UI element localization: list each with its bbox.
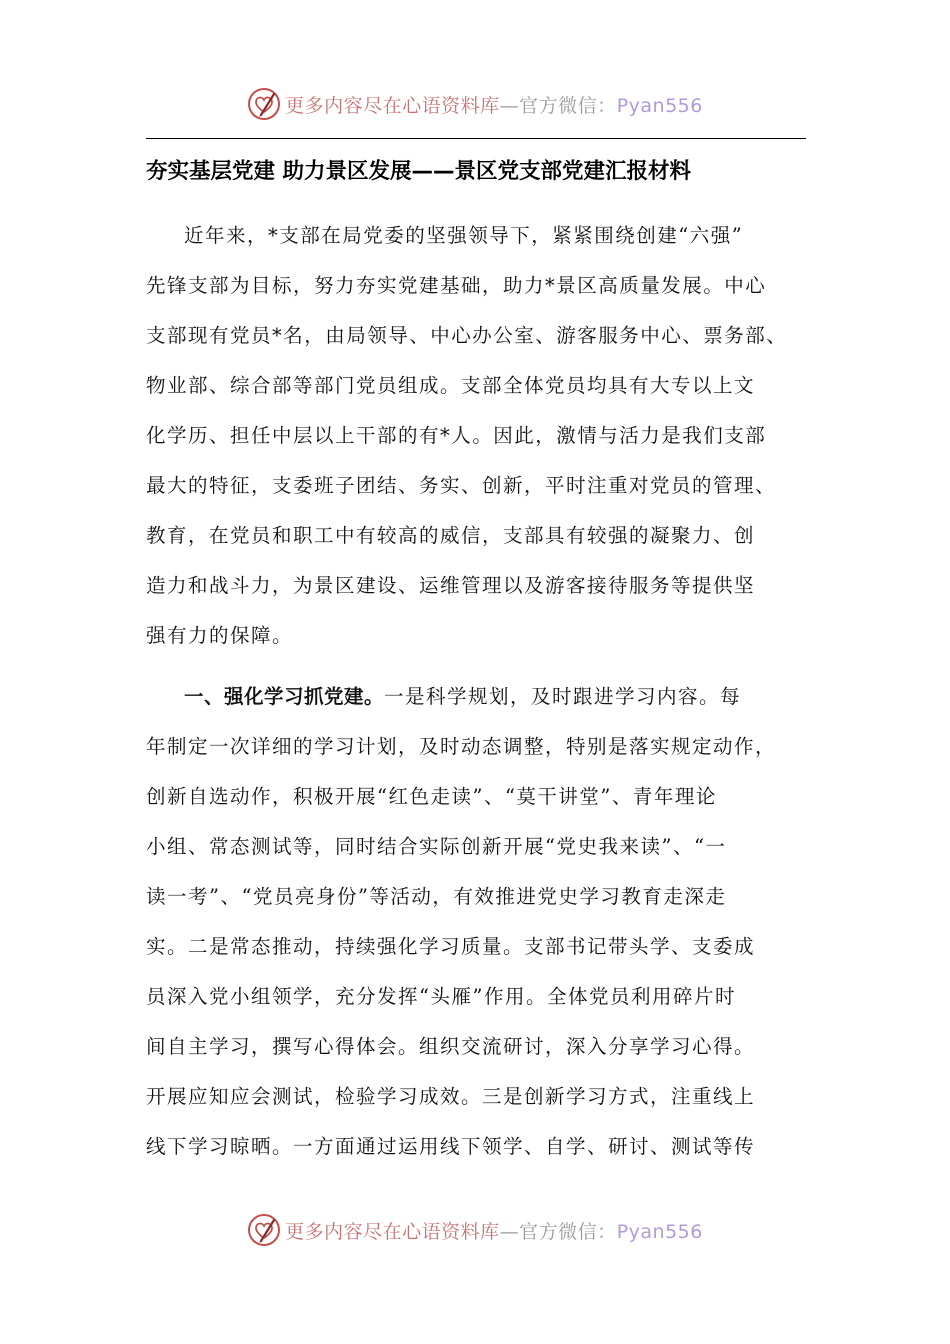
paragraph-line: 近年来，*支部在局党委的坚强领导下，紧紧围绕创建“六强”: [184, 224, 744, 247]
header-watermark: [0, 84, 950, 124]
section-1-heading: 一、强化学习抓党建。: [184, 685, 385, 708]
heart-pen-logo-icon: [247, 1213, 281, 1247]
watermark-text: [285, 91, 703, 118]
paragraph-line: 线下学习晾晒。一方面通过运用线下领学、自学、研讨、测试等传: [146, 1135, 756, 1158]
watermark-site: 更多内容尽在心语资料库: [285, 94, 500, 117]
paragraph-line: 物业部、综合部等部门党员组成。支部全体党员均具有大专以上文: [146, 374, 756, 397]
paragraph-line: 一、强化学习抓党建。一是科学规划，及时跟进学习内容。每: [184, 685, 742, 708]
footer-watermark: [0, 1210, 950, 1250]
paragraph-line: 读一考”、“党员亮身份”等活动，有效推进党史学习教育走深走: [146, 885, 727, 908]
paragraph-line: 最大的特征，支委班子团结、务实、创新，平时注重对党员的管理、: [146, 474, 777, 497]
watermark-dash: —: [499, 1220, 520, 1243]
paragraph-line: 支部现有党员*名，由局领导、中心办公室、游客服务中心、票务部、: [146, 324, 788, 347]
paragraph-line: 年制定一次详细的学习计划，及时动态调整，特别是落实规定动作，: [146, 735, 777, 758]
paragraph-line: 开展应知应会测试，检验学习成效。三是创新学习方式，注重线上: [146, 1085, 756, 1108]
heart-pen-logo-icon: [247, 87, 281, 121]
paragraph-line: 强有力的保障。: [146, 624, 294, 647]
paragraph-line: 创新自选动作，积极开展“红色走读”、“莫干讲堂”、青年理论: [146, 785, 717, 808]
paragraph-line: 员深入党小组领学，充分发挥“头雁”作用。全体党员利用碎片时: [146, 985, 736, 1008]
watermark-dash: —: [499, 94, 520, 117]
watermark-wechat-label: 官方微信：: [519, 1220, 617, 1243]
paragraph-line: 先锋支部为目标，努力夯实党建基础，助力*景区高质量发展。中心: [146, 274, 767, 297]
watermark-text: [285, 1217, 703, 1244]
watermark-wechat-id: Pyan556: [616, 94, 703, 117]
header-divider: [146, 138, 806, 139]
intro-paragraph: [146, 211, 826, 661]
paragraph-line: 教育，在党员和职工中有较高的威信，支部具有较强的凝聚力、创: [146, 524, 756, 547]
paragraph-line: 间自主学习，撰写心得体会。组织交流研讨，深入分享学习心得。: [146, 1035, 756, 1058]
paragraph-line: 造力和战斗力，为景区建设、运维管理以及游客接待服务等提供坚: [146, 574, 756, 597]
watermark-wechat-label: 官方微信：: [519, 94, 617, 117]
paragraph-line: 化学历、担任中层以上干部的有*人。因此，激情与活力是我们支部: [146, 424, 767, 447]
paragraph-line: 小组、常态测试等，同时结合实际创新开展“党史我来读”、“一: [146, 835, 727, 858]
watermark-wechat-id: Pyan556: [616, 1220, 703, 1243]
section-1-paragraph: [146, 672, 826, 1172]
document-title: 夯实基层党建 助力景区发展——景区党支部党建汇报材料: [146, 159, 691, 184]
watermark-site: 更多内容尽在心语资料库: [285, 1220, 500, 1243]
paragraph-line: 实。二是常态推动，持续强化学习质量。支部书记带头学、支委成: [146, 935, 756, 958]
